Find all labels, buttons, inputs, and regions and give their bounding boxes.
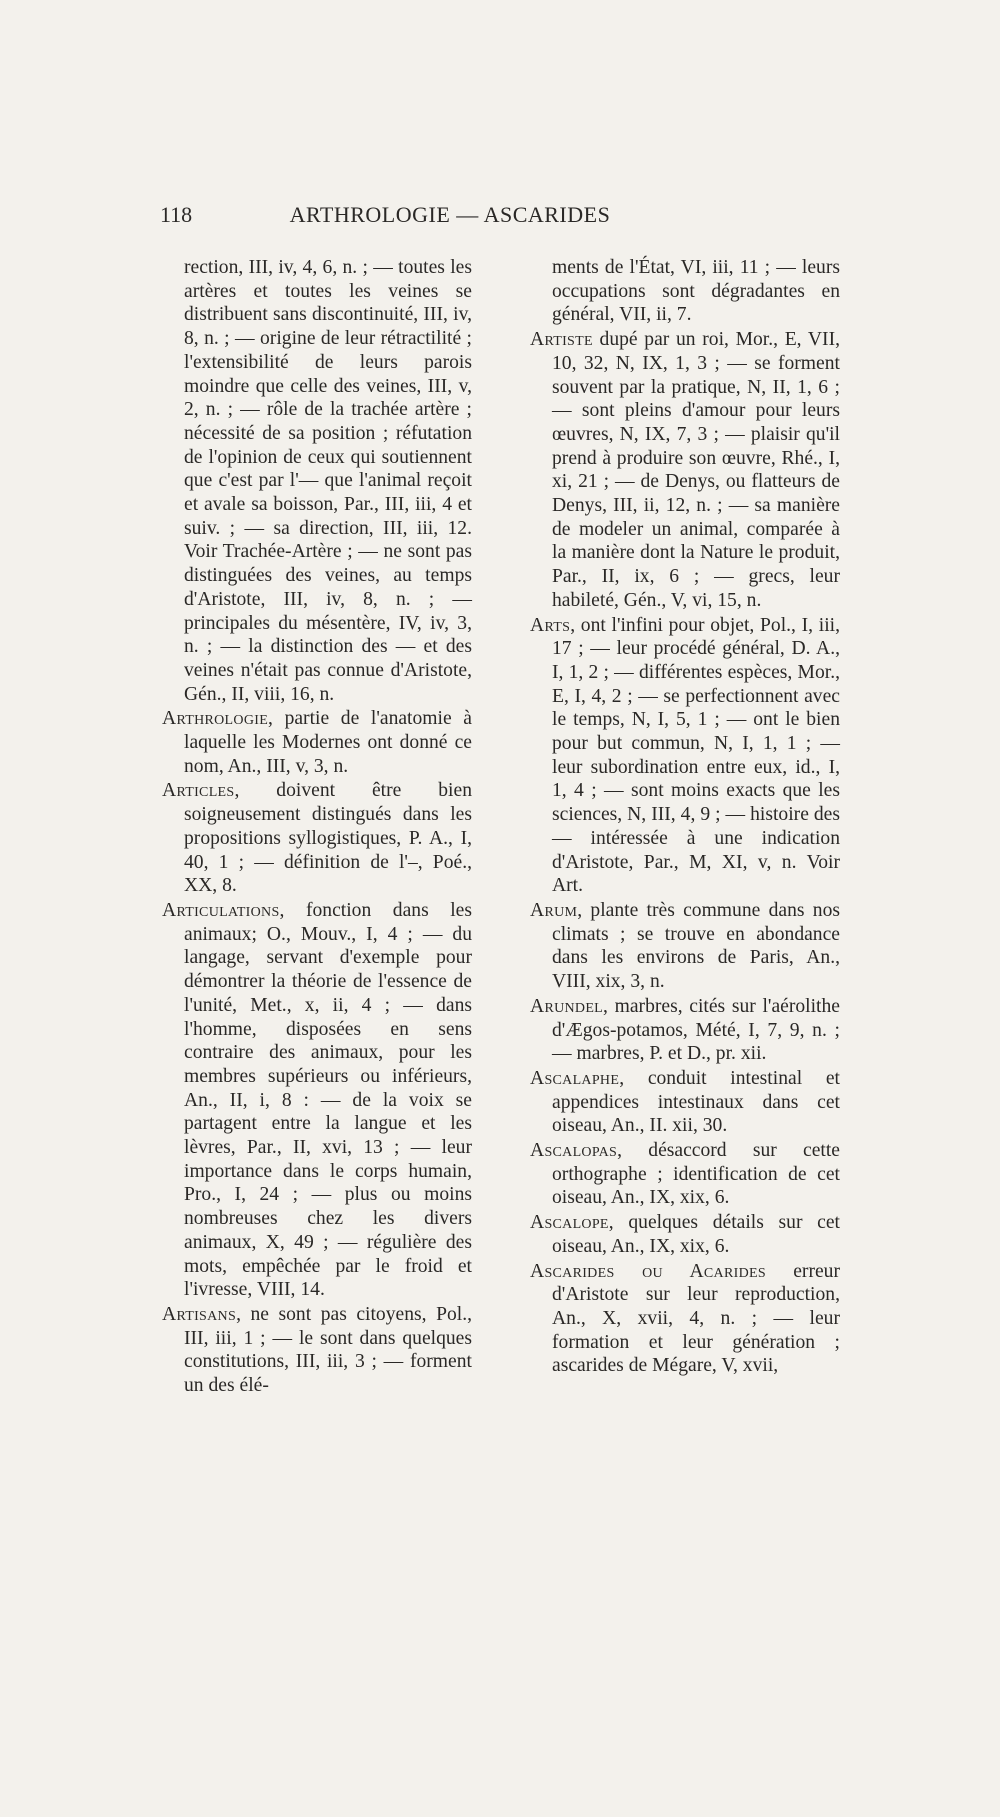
running-head: ARTHROLOGIE — ASCARIDES: [289, 202, 611, 227]
entry-headword: Arts: [530, 614, 571, 636]
entry-text: erreur d'Aristote sur leur reproduction, An., X, xvii, 4, n. ; — leur formation et leur génération ; ascarides de Mégare, V, xvii,: [552, 1260, 840, 1377]
index-entry: [162, 779, 472, 898]
entry-text: , partie de l'anatomie à laquelle les Modernes ont donné ce nom, An., III, v, 3, n.: [184, 708, 472, 777]
entry-headword: Ascalopas: [530, 1140, 618, 1162]
page-header: [160, 202, 700, 232]
entry-text: , plante très commune dans nos climats ; se trouve en abondance dans les environs de Paris, An., VIII, xix, 3, n.: [552, 899, 840, 993]
entry-headword: Arthrologie: [162, 708, 269, 730]
entry-text: , conduit intestinal et appendices intestinaux dans cet oiseau, An., II. xii, 30.: [552, 1067, 840, 1137]
index-entry: [530, 328, 840, 612]
entry-headword: Artisans: [162, 1303, 237, 1325]
index-entry: [530, 256, 840, 327]
entry-text: , fonction dans les animaux; O., Mouv., I, 4 ; — du langage, servant d'exemple pour démontrer la théorie de l'essence de l'unité, Met., x, ii, 4 ; — dans l'homme, disposées en sens contraire des animaux, pour les membres supérieurs ou inférieurs, An., II, i, 8 : — de la voix se partagent entre la langue et les lèvres, Par., II, xvi, 13 ; — leur importance dans le corps humain, Pro., I, 24 ; — plus ou moins nombreuses chez les divers animaux, X, 49 ; — régulière des mots, empêchée par le froid et l'ivresse, VIII, 14.: [184, 899, 472, 1301]
index-entry: [162, 1303, 472, 1398]
page-number: 118: [160, 202, 193, 227]
entry-headword: Articles: [162, 780, 235, 802]
index-entry: [530, 614, 840, 898]
entry-headword: Arundel: [530, 995, 604, 1017]
entry-headword: Arum: [530, 899, 578, 921]
index-entry: [530, 995, 840, 1066]
entry-text: , ont l'infini pour objet, Pol., I, iii, 17 ; — leur procédé général, D. A., I, 1, 2 ; — différentes espèces, Mor., E, I, 4, 2 ; — se perfectionnent avec le temps, N, I, 5, 1 ; — ont le bien pour but commun, N, I, 1, 1 ; — leur subordination entre eux, id., I, 1, 4 ; — sont moins exacts que les sciences, N, III, 4, 9 ; — histoire des — intéressée à une indication d'Aristote, Par., M, XI, v, n. Voir Art.: [552, 614, 840, 897]
index-entry: [162, 899, 472, 1302]
entry-text: , désaccord sur cette orthographe ; identification de cet oiseau, An., IX, xix, 6.: [552, 1140, 840, 1209]
entry-text: ments de l'État, VI, iii, 11 ; — leurs occupations sont dégradantes en général, VII, ii, 7.: [552, 257, 840, 326]
index-entry: [530, 899, 840, 994]
entry-headword: Artiste: [530, 329, 593, 351]
index-entry: [530, 1139, 840, 1210]
entry-text: , marbres, cités sur l'aérolithe d'Ægos-potamos, Mété, I, 7, 9, n. ; — marbres, P. et D., pr. xii.: [552, 995, 840, 1065]
index-entry: [162, 256, 472, 706]
entry-text: rection, III, iv, 4, 6, n. ; — toutes les artères et toutes les veines se distribuent sans discontinuité, III, iv, 8, n. ; — origine de leur rétractilité ; l'extensibilité de leurs parois moindre que celle des veines, III, v, 2, n. ; — rôle de la trachée artère ; nécessité de sa position ; réfutation de l'opinion de ceux qui soutiennent que c'est par l'— que l'animal reçoit et avale sa boisson, Par., III, iii, 4 et suiv. ; — sa direction, III, iii, 12. Voir Trachée-Artère ; — ne sont pas distinguées des veines, au temps d'Aristote, III, iv, 8, n. ; — principales du mésentère, IV, iv, 3, n. ; — la distinction des — et des veines n'était pas connue d'Aristote, Gén., II, viii, 16, n.: [184, 257, 472, 705]
index-entry: [530, 1067, 840, 1138]
index-entry: [530, 1260, 840, 1379]
entry-headword: Ascarides ou Acarides: [530, 1260, 766, 1282]
entry-headword: Ascalope: [530, 1212, 609, 1234]
entry-headword: Ascalaphe: [530, 1067, 620, 1089]
entry-text: , ne sont pas citoyens, Pol., III, iii, 1 ; — le sont dans quelques constitutions, III, iii, 3 ; — forment un des élé-: [184, 1303, 472, 1397]
right-column: [530, 256, 840, 1379]
entry-headword: Articulations: [162, 899, 280, 921]
entry-text: , doivent être bien soigneusement distingués dans les propositions syllogistiques, P. A., I, 40, 1 ; — définition de l'–, Poé., XX, 8.: [184, 780, 472, 897]
left-column: [162, 256, 472, 1399]
entry-text: , quelques détails sur cet oiseau, An., IX, xix, 6.: [552, 1212, 840, 1257]
entry-text: dupé par un roi, Mor., E, VII, 10, 32, N, IX, 1, 3 ; — se forment souvent par la pratique, N, II, 1, 6 ; — sont pleins d'amour pour leurs œuvres, N, IX, 7, 3 ; — plaisir qu'il prend à produire son œuvre, Rhé., I, xi, 21 ; — de Denys, ou flatteurs de Denys, III, ii, 12, n. ; — sa manière de modeler un animal, comparée à la manière dont la Nature le produit, Par., II, ix, 6 ; — grecs, leur habileté, Gén., V, vi, 15, n.: [552, 329, 840, 611]
index-entry: [530, 1211, 840, 1258]
index-entry: [162, 707, 472, 778]
